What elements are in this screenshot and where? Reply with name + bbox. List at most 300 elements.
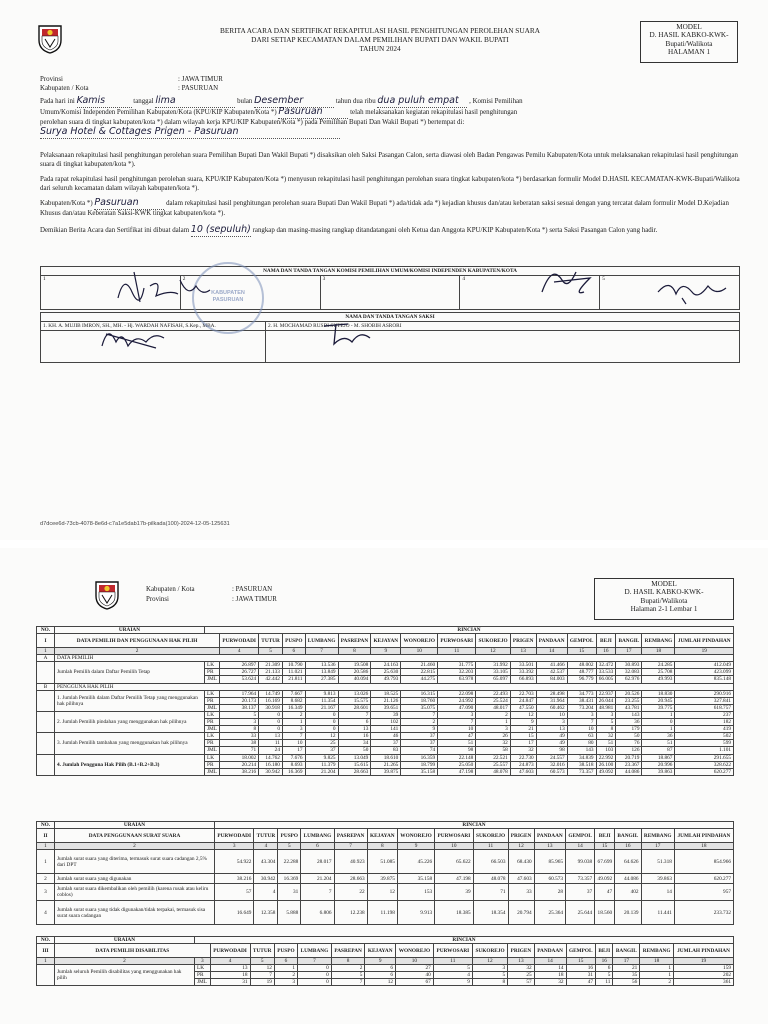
- blank: [37, 965, 55, 986]
- data-cell: 7: [401, 711, 438, 718]
- col-num: 8: [331, 958, 365, 965]
- district-header: LUMBANG: [305, 634, 338, 648]
- district-header: KEJAYAN: [371, 634, 401, 648]
- data-cell: 65.622: [435, 850, 474, 874]
- data-cell: 22.148: [438, 754, 476, 761]
- data-cell: 11: [596, 979, 613, 986]
- data-cell: 32: [534, 979, 566, 986]
- col-num: 15: [566, 958, 596, 965]
- data-cell: 26.727: [220, 669, 259, 676]
- data-cell: 26.100: [596, 761, 616, 768]
- paragraph-saksi: Pelaksanaan rekapitulasi hasil penghitungan perolehan suara Pemilihan Bupati Dan Wakil Bupati *) disaksikan oleh Saksi Pasangan Calon, serta diawasi oleh Badan Pengawas Pemilu Kabupaten/Kota untuk melaksanakan rekapitulasi hasil penghitungan suara di tingkat kabupaten/kota *).: [40, 152, 738, 168]
- data-cell: 16.369: [278, 874, 301, 884]
- data-cell: 17: [282, 747, 305, 754]
- data-cell: 4: [433, 972, 472, 979]
- data-cell: 36: [642, 733, 675, 740]
- col-num: 1: [37, 958, 55, 965]
- data-cell: 47.198: [435, 874, 474, 884]
- col-num: 6: [282, 648, 305, 655]
- district-header: KEJAYAN: [367, 829, 397, 843]
- data-cell: 0: [259, 726, 283, 733]
- signature-4: [532, 262, 602, 302]
- data-cell: 32.472: [596, 662, 616, 669]
- header-line-1: BERITA ACARA DAN SERTIFIKAT REKAPITULASI HASIL PENGHITUNGAN PEROLEHAN SUARA: [219, 26, 541, 35]
- data-cell: 423.099: [675, 669, 734, 676]
- sig-num: 5: [602, 276, 605, 282]
- data-cell: 21.309: [259, 662, 283, 669]
- data-cell: 31: [566, 972, 596, 979]
- data-cell: 202: [674, 972, 734, 979]
- opening-line: [40, 97, 740, 108]
- district-header: PASREPAN: [334, 829, 367, 843]
- data-cell: 21.133: [259, 669, 283, 676]
- data-cell: 25.644: [566, 901, 595, 925]
- data-cell: 63.978: [438, 676, 476, 683]
- data-cell: 38.431: [567, 697, 596, 704]
- data-cell: 21: [510, 726, 536, 733]
- data-cell: 35: [613, 972, 640, 979]
- row-label: 3. Jumlah Pemilih tambahan yang menggunakan hak pilihnya: [55, 733, 205, 754]
- provinsi-value: : JAWA TIMUR: [232, 596, 277, 603]
- col-num: 9: [397, 843, 434, 850]
- section-title: DATA PEMILIH DAN PENGGUNAAN HAK PILIH: [55, 634, 220, 648]
- data-cell: 30.942: [254, 874, 278, 884]
- district-header: BANGIL: [615, 829, 641, 843]
- saksi-1-name: 1. KH. A. MUJIB IMRON, SH., MH. - Hj. WARDAH NAFISAH, S.Kep., MBA.: [41, 322, 266, 331]
- section-letter: B: [37, 683, 55, 690]
- data-cell: 22.937: [596, 690, 616, 697]
- data-cell: 40.094: [338, 676, 371, 683]
- data-cell: 32.203: [438, 669, 476, 676]
- district-header: PASREPAN: [338, 634, 371, 648]
- saksi-2-signature-mark: [318, 318, 378, 348]
- data-cell: 25: [305, 740, 338, 747]
- data-cell: 37: [566, 884, 595, 901]
- data-cell: 179: [616, 726, 642, 733]
- data-cell: 0: [305, 711, 338, 718]
- district-header: GEMPOL: [566, 944, 596, 958]
- data-cell: 3: [476, 726, 510, 733]
- data-cell: 33.392: [510, 669, 536, 676]
- data-cell: 39: [435, 884, 474, 901]
- model-line: Bupati/Walikota: [640, 596, 688, 605]
- blank: [37, 690, 55, 711]
- data-cell: 31: [210, 979, 250, 986]
- data-cell: 30.893: [616, 662, 642, 669]
- model-line: Halaman 2-1 Lembar 1: [630, 605, 698, 614]
- data-cell: 39.875: [371, 768, 401, 775]
- data-cell: 141: [371, 726, 401, 733]
- data-cell: 0: [259, 711, 283, 718]
- section-title: DATA PENGGUNAAN SURAT SUARA: [55, 829, 215, 843]
- data-cell: 15.615: [338, 761, 371, 768]
- data-cell: 35.075: [401, 704, 438, 711]
- data-cell: 2: [274, 972, 297, 979]
- data-cell: 620.277: [674, 874, 733, 884]
- data-cell: 73.357: [566, 874, 595, 884]
- data-cell: 16: [338, 733, 371, 740]
- text: rangkap dan masing-masing rangkap ditandatangani oleh Ketua dan Anggota KPU/KIP Kabupaten/Kota *) serta Saksi Pasangan Calon yang hadir.: [252, 227, 658, 234]
- district-header: PANDAAN: [534, 944, 566, 958]
- data-cell: 13.849: [305, 669, 338, 676]
- data-cell: 20.139: [615, 901, 641, 925]
- district-header: REMBANG: [641, 829, 674, 843]
- data-cell: 73.357: [567, 768, 596, 775]
- data-cell: 957: [674, 884, 733, 901]
- blank: [37, 711, 55, 732]
- kabupaten-label: Kabupaten / Kota: [146, 586, 195, 593]
- col-num: 1: [37, 843, 55, 850]
- col-num: 4: [210, 958, 250, 965]
- model-line: MODEL: [651, 580, 677, 588]
- district-header: PUSPO: [282, 634, 305, 648]
- blank: [37, 733, 55, 754]
- col-num: 2: [55, 958, 195, 965]
- section-roman: III: [37, 944, 55, 958]
- data-cell: 5: [220, 711, 259, 718]
- data-cell: 44.086: [616, 768, 642, 775]
- data-cell: 361: [674, 979, 734, 986]
- data-cell: 27.385: [305, 676, 338, 683]
- data-cell: 7: [331, 979, 365, 986]
- col-num: 1: [37, 648, 55, 655]
- data-cell: 6: [338, 719, 371, 726]
- district-header: TUTUR: [250, 944, 274, 958]
- col-num: 12: [472, 958, 507, 965]
- district-header: BANGIL: [616, 634, 642, 648]
- col-num: 8: [338, 648, 371, 655]
- data-cell: 3: [274, 979, 297, 986]
- district-header: PUSPO: [278, 829, 301, 843]
- data-cell: 3: [567, 711, 596, 718]
- col-num: 3: [195, 958, 211, 965]
- col-num: 11: [438, 648, 476, 655]
- row-label: 4. Jumlah Pengguna Hak Pilih (B.1+B.2+B.3): [55, 754, 205, 775]
- data-cell: 24.557: [536, 754, 567, 761]
- data-cell: 60.573: [536, 768, 567, 775]
- text: tanggal: [133, 98, 154, 105]
- data-cell: 9.825: [305, 754, 338, 761]
- data-cell: 21.167: [305, 704, 338, 711]
- data-cell: 96.779: [567, 676, 596, 683]
- text: dalam rekapitulasi hasil penghitungan perolehan suara Bupati Dan Wakil Bupati *) ada/tidak ada *) kejadian khusus dan/atau keberatan saksi sesuai dengan yang tercatat dalam formulir Model D.Kejadian Khusus dan/atau Keberatan Saksi-KWK tingkat kabupaten/kota *).: [40, 200, 729, 217]
- hari-handwritten: Kamis: [76, 95, 106, 106]
- saksi-title: NAMA DAN TANDA TANGAN SAKSI: [41, 313, 740, 322]
- data-cell: 48.017: [476, 704, 510, 711]
- district-header: PURWOSARI: [433, 944, 472, 958]
- data-cell: 0: [642, 719, 675, 726]
- data-cell: 13: [259, 733, 283, 740]
- data-cell: 1: [642, 711, 675, 718]
- provinsi-value: : JAWA TIMUR: [178, 76, 223, 83]
- data-cell: 32: [508, 965, 534, 972]
- data-cell: 54.922: [215, 850, 254, 874]
- model-line: HALAMAN 1: [667, 48, 711, 57]
- data-cell: 5: [596, 719, 616, 726]
- kpu-logo: [37, 24, 63, 54]
- data-cell: 33.501: [510, 662, 536, 669]
- row-label: 2. Jumlah Pemilih pindahan yang menggunakan hak pilihnya: [55, 711, 205, 732]
- district-header: PURWODADI: [220, 634, 259, 648]
- district-header: KEJAYAN: [365, 944, 396, 958]
- data-cell: 84.003: [536, 676, 567, 683]
- sig-num: 1: [43, 276, 46, 282]
- data-cell: 1: [642, 726, 675, 733]
- data-cell: 21.126: [371, 697, 401, 704]
- section-label: DATA PEMILIH: [55, 655, 734, 662]
- col-num: 12: [508, 843, 534, 850]
- table-pemilih-disabilitas: [36, 936, 734, 986]
- col-num: 19: [674, 958, 734, 965]
- data-cell: 67: [396, 979, 434, 986]
- document-header: [150, 26, 610, 53]
- data-cell: 2: [282, 711, 305, 718]
- data-cell: 13: [210, 965, 250, 972]
- data-cell: 51.085: [367, 850, 397, 874]
- data-cell: 8.682: [282, 697, 305, 704]
- row-label: Jumlah surat suara yang tidak digunakan/tidak terpakai, termasuk sisa surat suara cadangan: [55, 901, 215, 925]
- row-label: Jumlah seluruh Pemilih disabilitas yang menggunakan hak pilih: [55, 965, 195, 986]
- district-header: PASREPAN: [331, 944, 365, 958]
- data-cell: 16.369: [282, 768, 305, 775]
- data-cell: 34: [338, 740, 371, 747]
- col-num: 13: [534, 843, 565, 850]
- data-cell: 21.204: [305, 768, 338, 775]
- data-cell: 60.462: [536, 704, 567, 711]
- data-cell: 38.518: [567, 761, 596, 768]
- data-cell: 13: [338, 726, 371, 733]
- row-label: 1. Jumlah Pemilih dalam Daftar Pemilih Tetap yang menggunakan hak pilihnya: [55, 690, 205, 711]
- data-cell: 66.893: [510, 676, 536, 683]
- data-cell: 25.630: [371, 669, 401, 676]
- data-cell: 10.790: [282, 662, 305, 669]
- data-cell: 28.663: [334, 874, 367, 884]
- gender-label: LK: [195, 965, 211, 972]
- row-number: 2: [37, 874, 55, 884]
- col-num: 5: [278, 843, 301, 850]
- data-cell: 15: [510, 733, 536, 740]
- data-cell: 419: [675, 726, 734, 733]
- district-header: PRIGEN: [508, 944, 534, 958]
- data-cell: 49.092: [595, 874, 615, 884]
- data-cell: 37: [305, 747, 338, 754]
- col-num: 14: [566, 843, 595, 850]
- col-num: 6: [274, 958, 297, 965]
- row-number: 3: [37, 884, 55, 901]
- tanggal-handwritten: lima: [155, 95, 176, 106]
- gender-label: JML: [205, 726, 220, 733]
- data-cell: 49.092: [596, 768, 616, 775]
- kabupaten-label: Kabupaten / Kota: [40, 85, 89, 92]
- data-cell: 18.610: [371, 754, 401, 761]
- data-cell: 24.992: [438, 697, 476, 704]
- data-cell: 25: [508, 972, 534, 979]
- data-cell: 9: [510, 719, 536, 726]
- model-box: [640, 21, 738, 63]
- data-cell: 11.198: [367, 901, 397, 925]
- data-cell: 8: [596, 726, 616, 733]
- data-cell: 31.964: [536, 697, 567, 704]
- data-cell: 45.226: [397, 850, 434, 874]
- header-line-2: DARI SETIAP KECAMATAN DALAM PEMILIHAN BUPATI DAN WAKIL BUPATI: [251, 35, 509, 44]
- data-cell: 5: [596, 972, 613, 979]
- district-header: TUTUR: [254, 829, 278, 843]
- data-cell: 618.757: [675, 704, 734, 711]
- data-cell: 16.359: [401, 754, 438, 761]
- data-cell: 39: [371, 711, 401, 718]
- col-num: 15: [595, 843, 615, 850]
- district-header: PANDAAN: [534, 829, 565, 843]
- data-cell: 22.703: [510, 690, 536, 697]
- row-label: Jumlah surat suara yang digunakan: [55, 874, 215, 884]
- data-cell: 22.730: [510, 754, 536, 761]
- data-cell: 28: [534, 884, 565, 901]
- data-cell: 58: [476, 747, 510, 754]
- gender-label: LK: [205, 711, 220, 718]
- kabupaten-handwritten: Pasuruan: [94, 197, 139, 208]
- data-cell: 5: [472, 972, 507, 979]
- data-cell: 18.002: [220, 754, 259, 761]
- sig-num: 2: [182, 276, 186, 282]
- data-cell: 65.097: [476, 676, 510, 683]
- data-cell: 38.216: [215, 874, 254, 884]
- data-cell: 1: [640, 965, 674, 972]
- data-cell: 19.508: [338, 662, 371, 669]
- data-cell: 18: [210, 972, 250, 979]
- data-cell: 5.888: [278, 901, 301, 925]
- data-cell: 39.863: [641, 874, 674, 884]
- district-header: REMBANG: [640, 944, 674, 958]
- data-cell: 68.430: [508, 850, 534, 874]
- data-cell: 2: [401, 719, 438, 726]
- col-num: 18: [640, 958, 674, 965]
- gender-label: LK: [205, 754, 220, 761]
- data-cell: 22.288: [278, 850, 301, 874]
- data-cell: 1.101: [675, 747, 734, 754]
- data-cell: 48.777: [567, 669, 596, 676]
- berita-acara-page-2: [0, 548, 768, 1024]
- data-cell: 32: [596, 733, 616, 740]
- data-cell: 51.318: [641, 850, 674, 874]
- gender-label: PR: [205, 697, 220, 704]
- paragraph-kejadian: [40, 199, 740, 218]
- data-cell: 18: [534, 972, 566, 979]
- line-2: [40, 108, 740, 119]
- uraian-header: URAIAN: [55, 822, 215, 829]
- data-cell: 143: [616, 711, 642, 718]
- data-cell: 18.867: [642, 754, 675, 761]
- data-cell: 80: [567, 740, 596, 747]
- district-header: PRIGEN: [508, 829, 534, 843]
- data-cell: 14: [641, 884, 674, 901]
- data-cell: 32.083: [616, 669, 642, 676]
- data-cell: 3: [220, 719, 259, 726]
- data-cell: 18.830: [642, 690, 675, 697]
- data-cell: 66.503: [473, 850, 508, 874]
- data-cell: 21: [613, 965, 640, 972]
- bulan-handwritten: Desember: [254, 95, 304, 106]
- data-cell: 159: [674, 965, 734, 972]
- data-cell: 12.238: [334, 901, 367, 925]
- data-cell: 620.277: [675, 768, 734, 775]
- data-cell: 49.793: [371, 676, 401, 683]
- row-number: 1: [37, 850, 55, 874]
- tempat-handwritten: Surya Hotel & Cottages Prigen - Pasuruan: [40, 126, 239, 137]
- data-cell: 33: [508, 884, 534, 901]
- data-cell: 13.049: [338, 754, 371, 761]
- data-cell: 76: [616, 740, 642, 747]
- text: bulan: [237, 98, 253, 105]
- data-cell: 23.255: [616, 697, 642, 704]
- data-cell: 47: [438, 733, 476, 740]
- provinsi-label: Provinsi: [40, 76, 63, 83]
- data-cell: 39.863: [642, 768, 675, 775]
- data-cell: 31.992: [476, 662, 510, 669]
- district-header: SUKOREJO: [476, 634, 510, 648]
- blank: [37, 662, 55, 683]
- rincian-header: RINCIAN: [195, 937, 734, 944]
- data-cell: 0: [305, 719, 338, 726]
- data-cell: 5: [433, 965, 472, 972]
- gender-label: LK: [205, 690, 220, 697]
- data-cell: 25.708: [642, 669, 675, 676]
- data-cell: 49: [536, 733, 567, 740]
- col-num: 10: [396, 958, 434, 965]
- data-cell: 50: [616, 733, 642, 740]
- col-num: 5: [259, 648, 283, 655]
- text: telah melaksanakan kegiatan rekapitulasi hasil penghitungan: [350, 109, 518, 116]
- district-header: JUMLAH PINDAHAN: [675, 634, 734, 648]
- data-cell: 13.536: [305, 662, 338, 669]
- paragraph-rangkap: [40, 226, 740, 237]
- data-cell: 1: [274, 965, 297, 972]
- data-cell: 13.026: [338, 690, 371, 697]
- no-header: NO.: [37, 627, 55, 634]
- data-cell: 64.626: [615, 850, 641, 874]
- sig-num: 3: [322, 276, 326, 282]
- col-num: 9: [371, 648, 401, 655]
- data-cell: 47.603: [510, 768, 536, 775]
- data-cell: 3: [536, 719, 567, 726]
- data-cell: 3: [282, 726, 305, 733]
- data-cell: 1: [282, 719, 305, 726]
- district-header: PURWODADI: [210, 944, 250, 958]
- data-cell: 47.090: [438, 704, 476, 711]
- data-cell: 26: [476, 733, 510, 740]
- data-cell: 143: [567, 747, 596, 754]
- data-cell: 14: [534, 965, 566, 972]
- section-letter: A: [37, 655, 55, 662]
- district-header: WONOREJO: [397, 829, 434, 843]
- data-cell: 2: [476, 711, 510, 718]
- data-cell: 57: [215, 884, 254, 901]
- table-penggunaan-surat-suara: [36, 821, 734, 925]
- col-num: 17: [641, 843, 674, 850]
- gender-label: LK: [205, 662, 220, 669]
- col-num: 18: [642, 648, 675, 655]
- data-cell: 62.976: [616, 676, 642, 683]
- data-cell: 40.923: [334, 850, 367, 874]
- data-cell: 102: [371, 719, 401, 726]
- data-cell: 74: [401, 747, 438, 754]
- data-cell: 599: [675, 740, 734, 747]
- paragraph-rapat: Pada rapat rekapitulasi hasil penghitungan perolehan suara, KPU/KIP Kabupaten/Kota *) menyusun rekapitulasi hasil penghitungan perolehan suara tingkat kabupaten/kota *) berdasarkan formulir Model D.HASIL KECAMATAN-KWK-Bupati/Walikota dari seluruh kecamatan dalam wilayah kabupaten/kota *).: [40, 176, 740, 192]
- data-cell: 9: [401, 726, 438, 733]
- data-cell: 20.214: [220, 761, 259, 768]
- data-cell: 73.204: [567, 704, 596, 711]
- data-cell: 11: [259, 740, 283, 747]
- data-cell: 99.038: [566, 850, 595, 874]
